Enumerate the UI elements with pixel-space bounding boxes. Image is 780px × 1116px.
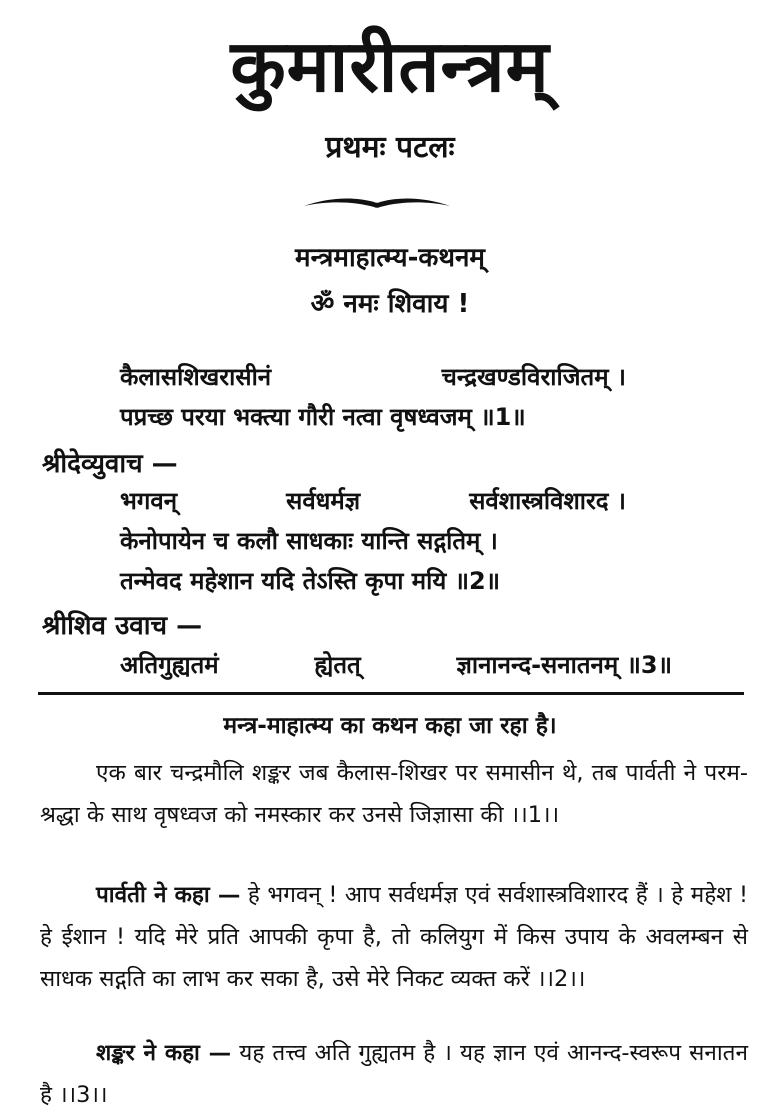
verse-line xyxy=(120,524,626,558)
decorative-divider-icon xyxy=(302,192,452,214)
book-title: कुमारीतन्त्रम् xyxy=(230,24,550,108)
verse-line xyxy=(120,648,672,682)
section-heading: मन्त्रमाहात्म्य-कथनम् xyxy=(295,243,485,273)
translation-paragraph: एक बार चन्द्रमौलि शङ्कर जब कैलास-शिखर पर समासीन थे, तब पार्वती ने परम-श्रद्धा के साथ वृषध्वज को नमस्कार कर उनसे जिज्ञासा की ।।1।। xyxy=(40,760,748,828)
translation-heading: मन्त्र-माहात्म्य का कथन कहा जा रहा है। xyxy=(223,713,557,739)
verse-line xyxy=(120,564,672,598)
paragraph-text: हे भगवन् ! आप सर्वधर्मज्ञ एवं सर्वशास्त्रविशारद हैं । हे महेश ! हे ईशान ! यदि मेरे प्रति आपकी कृपा है, तो कलियुग में किस उपाय के अवलम्बन से साधक सद्गति का लाभ कर सका है, उसे मेरे निकट व्यक्त करें ।।2।। xyxy=(40,882,748,992)
verse-segment: अतिगुह्यतमं xyxy=(120,651,219,679)
translation-paragraph xyxy=(40,874,748,1000)
verse-line xyxy=(120,400,672,434)
verse-segment: केनोपायेन च कलौ साधकाः यान्ति सद्गतिम् । xyxy=(120,527,498,555)
horizontal-rule xyxy=(38,692,744,695)
translation-paragraph xyxy=(40,1032,748,1116)
speaker-label: शङ्कर ने कहा — xyxy=(96,1040,232,1066)
verse-segment: ह्येतत् xyxy=(314,651,361,679)
speaker-label: पार्वती ने कहा — xyxy=(96,882,241,908)
verse-segment: चन्द्रखण्डविराजितम् । xyxy=(441,363,626,391)
verse-segment: पप्रच्छ परया भक्त्या गौरी नत्वा वृषध्वजम् ॥1॥ xyxy=(120,403,526,431)
verse-segment: भगवन् xyxy=(120,487,178,515)
verse-segment: सर्वशास्त्रविशारद । xyxy=(469,487,626,515)
speaker-label: श्रीशिव उवाच — xyxy=(42,611,203,641)
verse-segment: तन्मेवद महेशान यदि तेऽस्ति कृपा मयि ॥2॥ xyxy=(120,567,501,595)
speaker-label: श्रीदेव्युवाच — xyxy=(42,449,178,479)
verse-segment: सर्वधर्मज्ञ xyxy=(286,487,361,515)
paragraph-text: यह तत्त्व अति गुह्यतम है । यह ज्ञान एवं आनन्द-स्वरूप सनातन है ।।3।। xyxy=(40,1040,748,1108)
invocation: ॐ नमः शिवाय ! xyxy=(310,289,470,319)
verse-line xyxy=(120,484,626,518)
chapter-title: प्रथमः पटलः xyxy=(325,130,455,165)
verse-segment: ज्ञानानन्द-सनातनम् ॥3॥ xyxy=(456,651,672,679)
verse-line xyxy=(120,360,626,394)
verse-segment: कैलासशिखरासीनं xyxy=(120,363,272,391)
